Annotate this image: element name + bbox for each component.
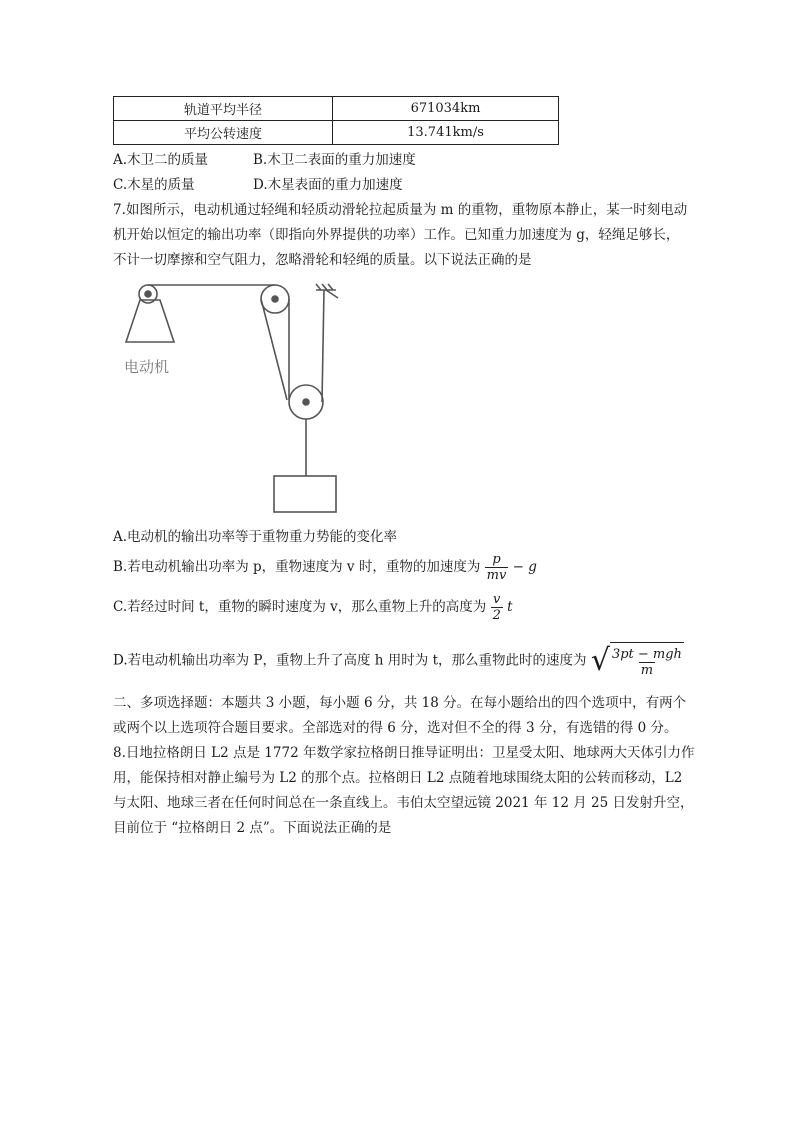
radicand <box>610 642 684 680</box>
motor-body <box>126 300 174 342</box>
q7-option-d <box>113 642 684 680</box>
fraction-denominator: m <box>640 663 654 678</box>
q7-stem-line: 7.如图所示，电动机通过轻绳和轻质动滑轮拉起质量为 m 的重物，重物原本静止，某一时刻电动 <box>113 202 688 218</box>
q8-line: 用，能保持相对静止编号为 L2 的那个点。拉格朗日 L2 点随着地球围绕太阳的公转而移动，L2 <box>113 770 683 786</box>
motor-label: 电动机 <box>124 359 170 376</box>
q7-option-a: A.电动机的输出功率等于重物重力势能的变化率 <box>113 529 398 545</box>
table-cell: 轨道平均半径 <box>114 97 333 121</box>
q7-option-c-tail: t <box>507 599 513 615</box>
q8-line: 与太阳、地球三者在任何时间总在一条直线上。韦伯太空望远镜 2021 年 12 月 25 日发射升空， <box>113 795 694 811</box>
weight-block <box>274 476 336 512</box>
table-row <box>114 97 559 121</box>
section2-line: 或两个以上选项符合题目要求。全部选对的得 6 分，选对但不全的得 3 分，有选错的得 0 分。 <box>113 720 678 736</box>
q7-option-c-fraction <box>491 592 503 623</box>
fraction-numerator: v <box>493 592 501 607</box>
q7-option-c-text: C.若经过时间 t，重物的瞬时速度为 v，那么重物上升的高度为 <box>113 599 487 615</box>
fraction-numerator: p <box>492 552 501 567</box>
q7-option-c <box>113 592 513 623</box>
q6-option-c: C.木星的质量 <box>113 177 195 193</box>
orbit-data-table <box>113 96 559 145</box>
q7-option-b-tail: − g <box>512 559 537 575</box>
q7-stem-line: 机开始以恒定的输出功率（即指向外界提供的功率）工作。已知重力加速度为 g，轻绳足够长， <box>113 227 680 243</box>
fraction-numerator: 3pt − mgh <box>611 647 682 662</box>
table-cell: 671034km <box>333 97 559 121</box>
q7-option-d-text: D.若电动机输出功率为 P，重物上升了高度 h 用时为 t，那么重物此时的速度为 <box>113 652 587 669</box>
q6-option-a: A.木卫二的质量 <box>113 152 209 168</box>
q7-option-b-fraction <box>485 552 509 583</box>
q8-line: 8.日地拉格朗日 L2 点是 1772 年数学家拉格朗日推导证明出：卫星受太阳、地球两大天体引力作 <box>113 745 695 761</box>
table-cell: 13.741km/s <box>333 121 559 145</box>
q7-stem-line: 不计一切摩擦和空气阻力，忽略滑轮和轻绳的质量。以下说法正确的是 <box>113 252 532 268</box>
table-row <box>114 121 559 145</box>
q6-option-d: D.木星表面的重力加速度 <box>253 177 403 193</box>
fraction-denominator: mv <box>486 568 507 583</box>
q7-option-d-fraction <box>610 647 684 678</box>
radical-sign: √ <box>590 643 610 678</box>
table-cell: 平均公转速度 <box>114 121 333 145</box>
fraction-denominator: 2 <box>492 608 501 623</box>
q7-option-d-sqrt <box>591 642 684 680</box>
section2-line: 二、多项选择题：本题共 3 小题，每小题 6 分，共 18 分。在每小题给出的四个选项中，有两个 <box>113 695 687 711</box>
pulley-diagram <box>120 280 360 516</box>
q8-line: 目前位于 “拉格朗日 2 点”。下面说法正确的是 <box>113 820 392 836</box>
q7-option-b <box>113 552 537 583</box>
q6-option-b: B.木卫二表面的重力加速度 <box>253 152 416 168</box>
q7-option-b-text: B.若电动机输出功率为 p，重物速度为 v 时，重物的加速度为 <box>113 559 481 575</box>
